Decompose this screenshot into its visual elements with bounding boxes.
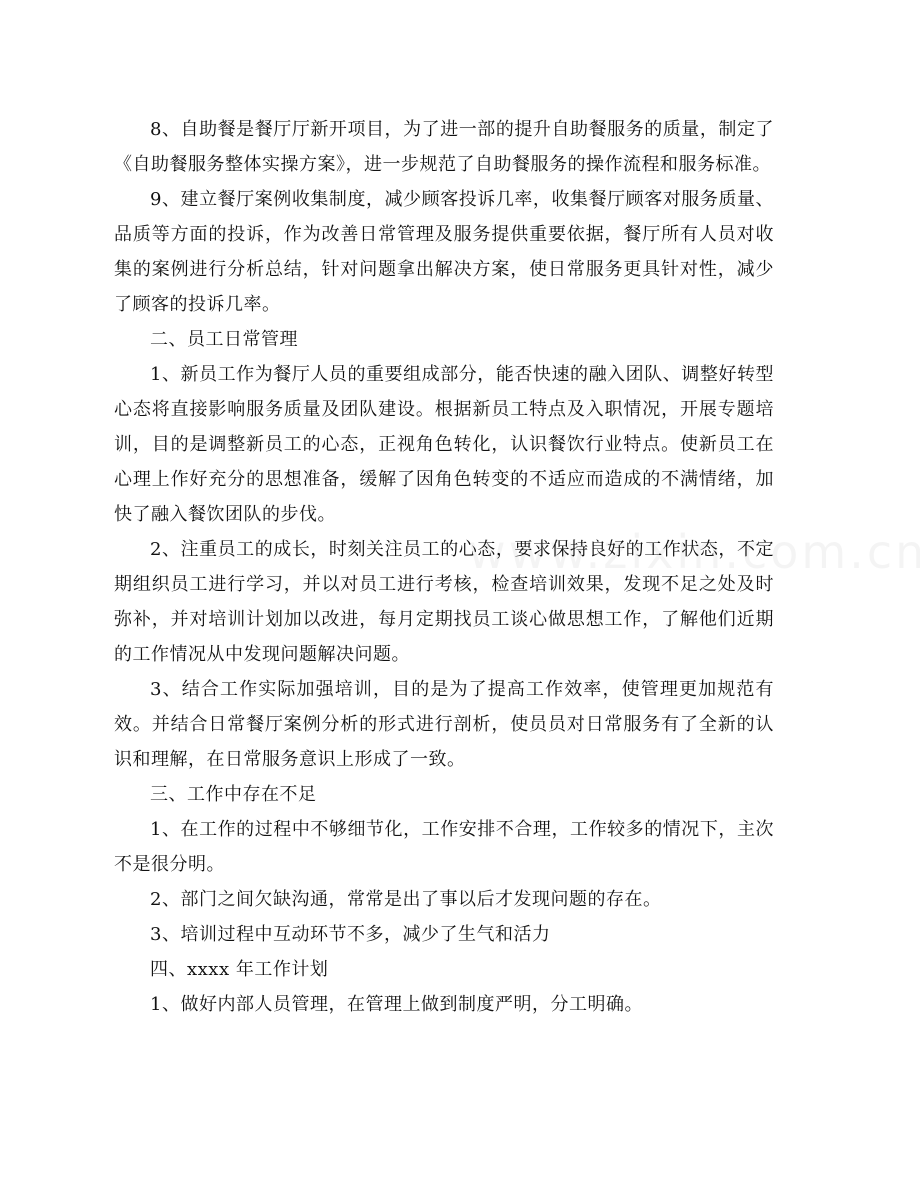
paragraph-shortcoming-3: 3、培训过程中互动环节不多，减少了生气和活力 [150,924,551,945]
paragraph-staff-2: 2、注重员工的成长，时刻关注员工的心态，要求保持良好的工作状态，不定期组织员工进行学习，并以对员工进行考核，检查培训效果，发现不足之处及时弥补，并对培训计划加以改进，每月定期找员工谈心做思想工作，了解他们近期的工作情况从中发现问题解决问题。 [114,539,774,665]
document-body [114,112,774,1022]
paragraph-shortcoming-2: 2、部门之间欠缺沟通，常常是出了事以后才发现问题的存在。 [150,889,662,910]
paragraph-plan-1: 1、做好内部人员管理，在管理上做到制度严明，分工明确。 [150,994,643,1015]
section-heading-work-plan: 四、xxxx 年工作计划 [150,959,329,980]
section-heading-shortcomings: 三、工作中存在不足 [150,784,317,805]
paragraph-staff-3: 3、结合工作实际加强培训，目的是为了提高工作效率，使管理更加规范有效。并结合日常餐厅案例分析的形式进行剖析，使员员对日常服务有了全新的认识和理解，在日常服务意识上形成了一致。 [114,679,774,770]
paragraph-shortcoming-1: 1、在工作的过程中不够细节化，工作安排不合理，工作较多的情况下，主次不是很分明。 [114,819,774,875]
paragraph-8-buffet: 8、自助餐是餐厅厅新开项目，为了进一部的提升自助餐服务的质量，制定了《自助餐服务整体实操方案》，进一步规范了自助餐服务的操作流程和服务标准。 [114,119,774,175]
paragraph-9-case-collection: 9、建立餐厅案例收集制度，减少顾客投诉几率，收集餐厅顾客对服务质量、品质等方面的投诉，作为改善日常管理及服务提供重要依据，餐厅所有人员对收集的案例进行分析总结，针对问题拿出解决方案，使日常服务更具针对性，减少了顾客的投诉几率。 [114,189,774,315]
section-heading-staff-management: 二、员工日常管理 [150,329,298,350]
paragraph-staff-1: 1、新员工作为餐厅人员的重要组成部分，能否快速的融入团队、调整好转型心态将直接影响服务质量及团队建设。根据新员工特点及入职情况，开展专题培训，目的是调整新员工的心态，正视角色转化，认识餐饮行业特点。使新员工在心理上作好充分的思想准备，缓解了因角色转变的不适应而造成的不满情绪，加快了融入餐饮团队的步伐。 [114,364,774,525]
